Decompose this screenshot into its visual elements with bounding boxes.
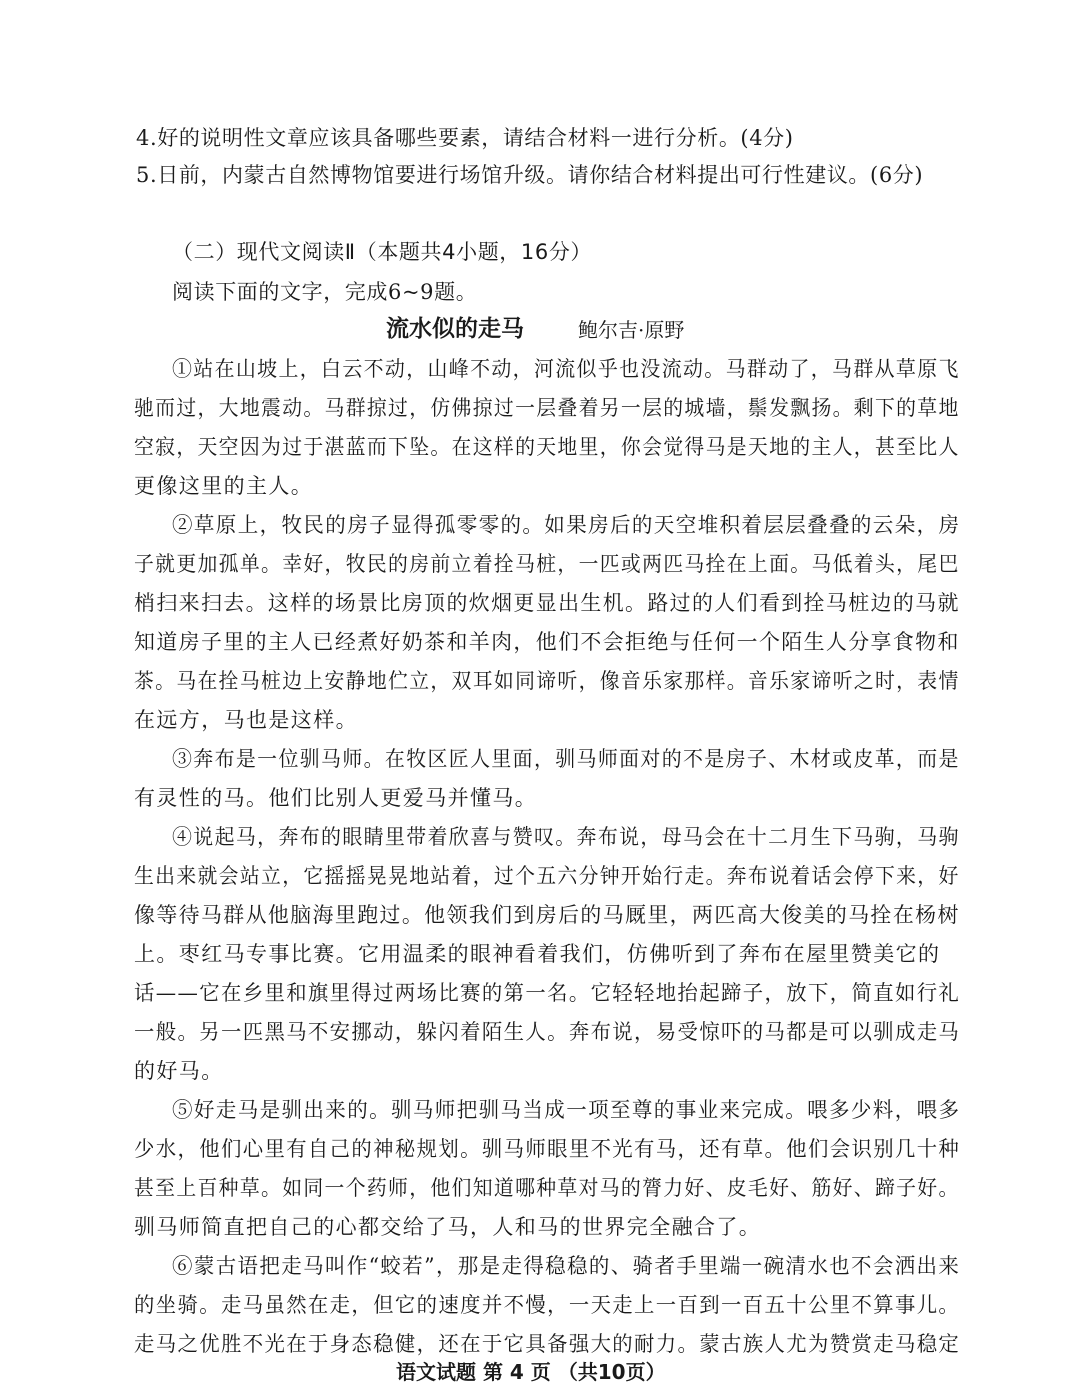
paragraph-6-line: ⑥蒙古语把走马叫作“蛟若”，那是走得稳稳的、骑者手里端一碗清水也不会洒出来 — [172, 1254, 961, 1278]
section-heading: （二）现代文阅读Ⅱ（本题共4小题，16分） — [172, 240, 593, 264]
paragraph-2-line: 在远方，马也是这样。 — [134, 708, 358, 732]
paragraph-1-line: 驰而过，大地震动。马群掠过，仿佛掠过一层叠着另一层的城墙，鬃发飘扬。剩下的草地 — [134, 396, 960, 420]
paragraph-6-line: 走马之优胜不光在于身态稳健，还在于它具备强大的耐力。蒙古族人尤为赞赏走马稳定 — [134, 1332, 961, 1356]
paragraph-1-line: 空寂，天空因为过于湛蓝而下坠。在这样的天地里，你会觉得马是天地的主人，甚至比人 — [134, 435, 960, 459]
article-title: 流水似的走马 — [386, 316, 524, 342]
paragraph-2-line: ②草原上，牧民的房子显得孤零零的。如果房后的天空堆积着层层叠叠的云朵，房 — [172, 513, 961, 537]
paragraph-5-line: 少水，他们心里有自己的神秘规划。驯马师眼里不光有马，还有草。他们会识别几十种 — [134, 1137, 961, 1161]
paragraph-2-line: 子就更加孤单。幸好，牧民的房前立着拴马桩，一匹或两匹马拴在上面。马低着头，尾巴 — [134, 552, 960, 576]
paragraph-3-line: ③奔布是一位驯马师。在牧区匠人里面，驯马师面对的不是房子、木材或皮革，而是 — [172, 747, 960, 771]
paragraph-2-line: 梢扫来扫去。这样的场景比房顶的炊烟更显出生机。路过的人们看到拴马桩边的马就 — [134, 591, 960, 615]
paragraph-4-line: 话——它在乡里和旗里得过两场比赛的第一名。它轻轻地抬起蹄子，放下，简直如行礼 — [134, 981, 961, 1005]
paragraph-2-line: 知道房子里的主人已经煮好奶茶和羊肉，他们不会拒绝与任何一个陌生人分享食物和 — [134, 630, 960, 654]
paragraph-1-line: 更像这里的主人。 — [134, 474, 314, 498]
paragraph-4-line: ④说起马，奔布的眼睛里带着欣喜与赞叹。奔布说，母马会在十二月生下马驹，马驹 — [172, 825, 960, 849]
page-footer: 语文试题 第 4 页 （共10页） — [396, 1360, 666, 1384]
paragraph-5-line: 驯马师简直把自己的心都交给了马，人和马的世界完全融合了。 — [134, 1215, 762, 1239]
paragraph-6-line: 的坐骑。走马虽然在走，但它的速度并不慢，一天走上一百到一百五十公里不算事儿。 — [134, 1293, 961, 1317]
paragraph-3-line: 有灵性的马。他们比别人更爱马并懂马。 — [134, 786, 538, 810]
paragraph-4-line: 生出来就会站立，它摇摇晃晃地站着，过个五六分钟开始行走。奔布说着话会停下来，好 — [134, 864, 960, 888]
paragraph-5-line: 甚至上百种草。如同一个药师，他们知道哪种草对马的膂力好、皮毛好、筋好、蹄子好。 — [134, 1176, 960, 1200]
paragraph-1-line: ①站在山坡上，白云不动，山峰不动，河流似乎也没流动。马群动了，马群从草原飞 — [172, 357, 960, 381]
article-author: 鲍尔吉·原野 — [578, 318, 685, 342]
paragraph-4-line: 的好马。 — [134, 1059, 224, 1083]
question-4: 4.好的说明性文章应该具备哪些要素，请结合材料一进行分析。(4分) — [136, 126, 794, 150]
section-instruction: 阅读下面的文字，完成6~9题。 — [172, 280, 478, 304]
paragraph-5-line: ⑤好走马是驯出来的。驯马师把驯马当成一项至尊的事业来完成。喂多少料，喂多 — [172, 1098, 961, 1122]
question-5: 5.日前，内蒙古自然博物馆要进行场馆升级。请你结合材料提出可行性建议。(6分) — [136, 163, 924, 187]
paragraph-4-line: 像等待马群从他脑海里跑过。他领我们到房后的马厩里，两匹高大俊美的马拴在杨树 — [134, 903, 960, 927]
paragraph-4-line: 一般。另一匹黑马不安挪动，躲闪着陌生人。奔布说，易受惊吓的马都是可以驯成走马 — [134, 1020, 961, 1044]
paragraph-4-line: 上。枣红马专事比赛。它用温柔的眼神看着我们，仿佛听到了奔布在屋里赞美它的 — [134, 942, 941, 966]
paragraph-2-line: 茶。马在拴马桩边上安静地伫立，双耳如同谛听，像音乐家那样。音乐家谛听之时，表情 — [134, 669, 960, 693]
